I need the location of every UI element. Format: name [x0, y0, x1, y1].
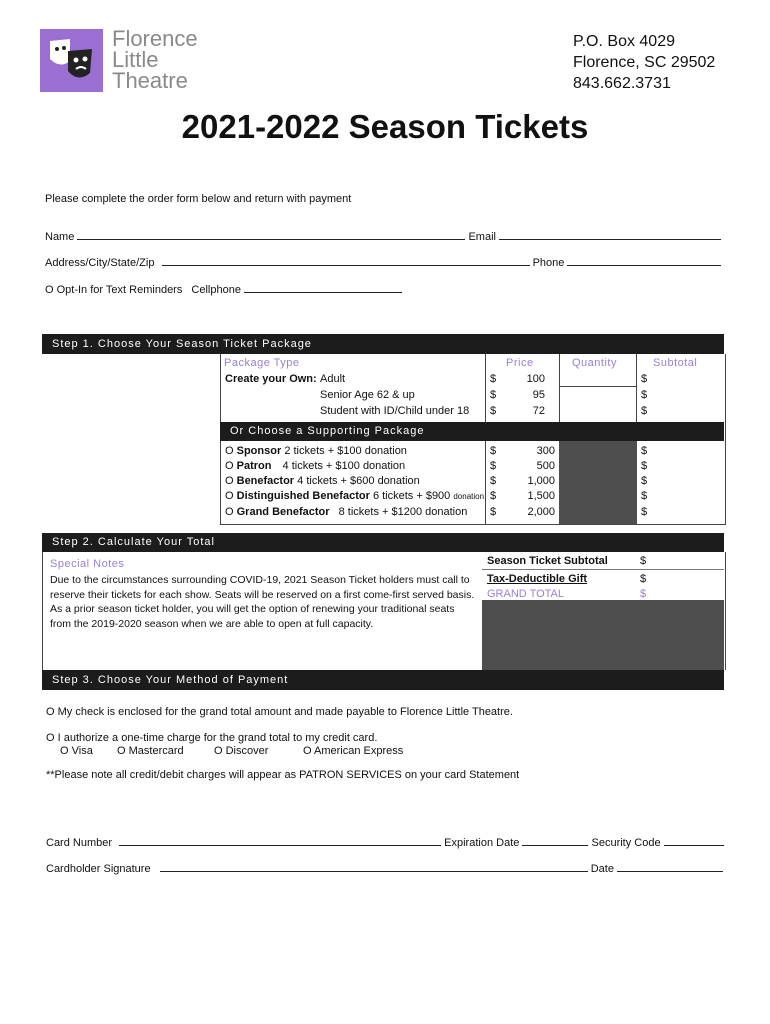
supporting-header: Or Choose a Supporting Package [220, 422, 724, 441]
optin-checkbox[interactable]: O Opt-In for Text Reminders [45, 284, 183, 296]
grand-total-shaded [482, 600, 724, 670]
pay-by-check-option[interactable]: O My check is enclosed for the grand total amount and made payable to Florence Little Theatre. [46, 706, 513, 718]
org-address [573, 31, 715, 94]
step1-header: Step 1. Choose Your Season Ticket Package [42, 334, 724, 354]
card-number-label: Card Number [46, 837, 113, 849]
benefactor-price: 1,000 [527, 475, 555, 487]
card-statement-note: **Please note all credit/debit charges will appear as PATRON SERVICES on your card Statement [46, 769, 520, 781]
grand-price: 2,000 [527, 506, 555, 518]
grand-dollar: $ [490, 506, 497, 518]
patron-price: 500 [536, 460, 555, 472]
table-row-student: Student with ID/Child under 18 [320, 405, 470, 417]
signature-field[interactable] [160, 861, 588, 872]
adult-label: Adult [320, 373, 346, 385]
price-col-divider [485, 354, 486, 424]
address-field[interactable] [162, 255, 530, 266]
security-label: Security Code [591, 837, 661, 849]
adult-subtotal[interactable]: $ [641, 373, 648, 385]
card-number-field[interactable] [119, 835, 441, 846]
card-number-row [46, 835, 726, 849]
senior-dollar: $ [490, 389, 497, 401]
supporting-row-benefactor[interactable] [225, 475, 487, 487]
expiration-label: Expiration Date [444, 837, 520, 849]
header-package-type: Package Type [224, 357, 300, 369]
expiration-field[interactable] [522, 835, 588, 846]
patron-subtotal[interactable]: $ [641, 460, 648, 472]
sponsor-desc: 2 tickets + $100 donation [284, 445, 407, 457]
pay-by-card-option[interactable]: O I authorize a one-time charge for the grand total to my credit card. [46, 732, 378, 744]
security-field[interactable] [664, 835, 724, 846]
supporting-row-distinguished[interactable] [225, 490, 487, 502]
step2-header: Step 2. Calculate Your Total [42, 533, 724, 552]
phone-label: Phone [532, 257, 565, 269]
special-notes-text: Due to the circumstances surrounding COVID-19, 2021 Season Ticket holders must call to reserve their tickets for each show. Seats will be reserved on a first come-first served basis. As a prior season ticket holder, you will get the option of renewing your traditional seats from the 2019-2020 season when we are able to open at full capacity. [50, 574, 475, 630]
step3-header: Step 3. Choose Your Method of Payment [42, 670, 724, 690]
divider [482, 569, 724, 570]
create-own-label: Create your Own: [225, 373, 317, 385]
header-subtotal: Subtotal [653, 357, 698, 369]
student-dollar: $ [490, 405, 497, 417]
org-name-line1: Florence [112, 26, 198, 51]
card-mastercard-option[interactable]: O Mastercard [117, 745, 184, 757]
name-email-row [45, 229, 725, 243]
card-discover-option[interactable]: O Discover [214, 745, 269, 757]
theatre-masks-icon [40, 29, 103, 92]
intro-text: Please complete the order form below and return with payment [45, 193, 352, 205]
benefactor-radio[interactable]: O [225, 475, 234, 487]
distinguished-name: Distinguished Benefactor [236, 490, 370, 502]
adult-price: 100 [526, 373, 545, 385]
name-field[interactable] [77, 229, 465, 240]
org-name-line3: Theatre [112, 68, 188, 93]
card-visa-option[interactable]: O Visa [60, 745, 93, 757]
date-label: Date [590, 863, 614, 875]
signature-label: Cardholder Signature [46, 863, 151, 875]
cellphone-label: Cellphone [191, 284, 241, 296]
card-amex-option[interactable]: O American Express [303, 745, 404, 757]
student-subtotal[interactable]: $ [641, 405, 648, 417]
student-price: 72 [532, 405, 545, 417]
benefactor-desc: 4 tickets + $600 donation [297, 475, 420, 487]
address-phone-row [45, 255, 725, 269]
email-label: Email [468, 231, 496, 243]
page-title: 2021-2022 Season Tickets [181, 108, 589, 145]
optin-row [45, 282, 445, 296]
benefactor-subtotal[interactable]: $ [641, 475, 648, 487]
address-label: Address/City/State/Zip [45, 257, 155, 269]
distinguished-desc-small: donation [453, 492, 485, 501]
address-line2: Florence, SC 29502 [573, 54, 716, 71]
cellphone-field[interactable] [244, 282, 402, 293]
tax-gift-value[interactable]: $ [640, 573, 647, 585]
sponsor-dollar: $ [490, 445, 497, 457]
org-name-line2: Little [112, 47, 159, 72]
sponsor-price: 300 [536, 445, 555, 457]
senior-price: 95 [532, 389, 545, 401]
sponsor-name: Sponsor [236, 445, 282, 457]
distinguished-desc: 6 tickets + $900 [372, 490, 451, 502]
grand-subtotal[interactable]: $ [641, 506, 648, 518]
season-subtotal-label: Season Ticket Subtotal [487, 555, 608, 567]
senior-subtotal[interactable]: $ [641, 389, 648, 401]
email-field[interactable] [499, 229, 721, 240]
org-name [112, 28, 198, 91]
quantity-inputs[interactable] [559, 386, 637, 424]
special-notes-title: Special Notes [50, 558, 125, 570]
address-phone: 843.662.3731 [573, 75, 671, 92]
adult-dollar: $ [490, 373, 497, 385]
distinguished-dollar: $ [490, 490, 497, 502]
sponsor-subtotal[interactable]: $ [641, 445, 648, 457]
patron-desc: 4 tickets + $100 donation [282, 460, 406, 472]
header-price: Price [506, 357, 534, 369]
grand-total-label: GRAND TOTAL [487, 588, 565, 600]
distinguished-subtotal[interactable]: $ [641, 490, 648, 502]
date-field[interactable] [617, 861, 723, 872]
season-subtotal-value[interactable]: $ [640, 555, 647, 567]
sponsor-radio[interactable]: O [225, 445, 234, 457]
supporting-row-patron[interactable] [225, 460, 487, 472]
phone-field[interactable] [567, 255, 721, 266]
tax-gift-label: Tax-Deductible Gift [487, 573, 588, 585]
address-line1: P.O. Box 4029 [573, 33, 675, 50]
distinguished-price: 1,500 [527, 490, 555, 502]
header-quantity: Quantity [572, 357, 617, 369]
supporting-row-grand[interactable] [225, 506, 487, 518]
patron-name: Patron [236, 460, 272, 472]
benefactor-name: Benefactor [236, 475, 295, 487]
grand-radio[interactable]: O [225, 506, 234, 518]
signature-row [46, 861, 726, 875]
grand-total-value[interactable]: $ [640, 588, 647, 600]
name-label: Name [45, 231, 75, 243]
supporting-quantity-shaded [559, 441, 637, 524]
grand-name: Grand Benefactor [236, 506, 330, 518]
table-row-senior: Senior Age 62 & up [320, 389, 415, 401]
supporting-row-sponsor[interactable] [225, 445, 487, 457]
grand-desc: 8 tickets + $1200 donation [338, 506, 468, 518]
benefactor-dollar: $ [490, 475, 497, 487]
logo-mark [40, 29, 103, 92]
patron-dollar: $ [490, 460, 497, 472]
patron-radio[interactable]: O [225, 460, 234, 472]
distinguished-radio[interactable]: O [225, 490, 234, 502]
